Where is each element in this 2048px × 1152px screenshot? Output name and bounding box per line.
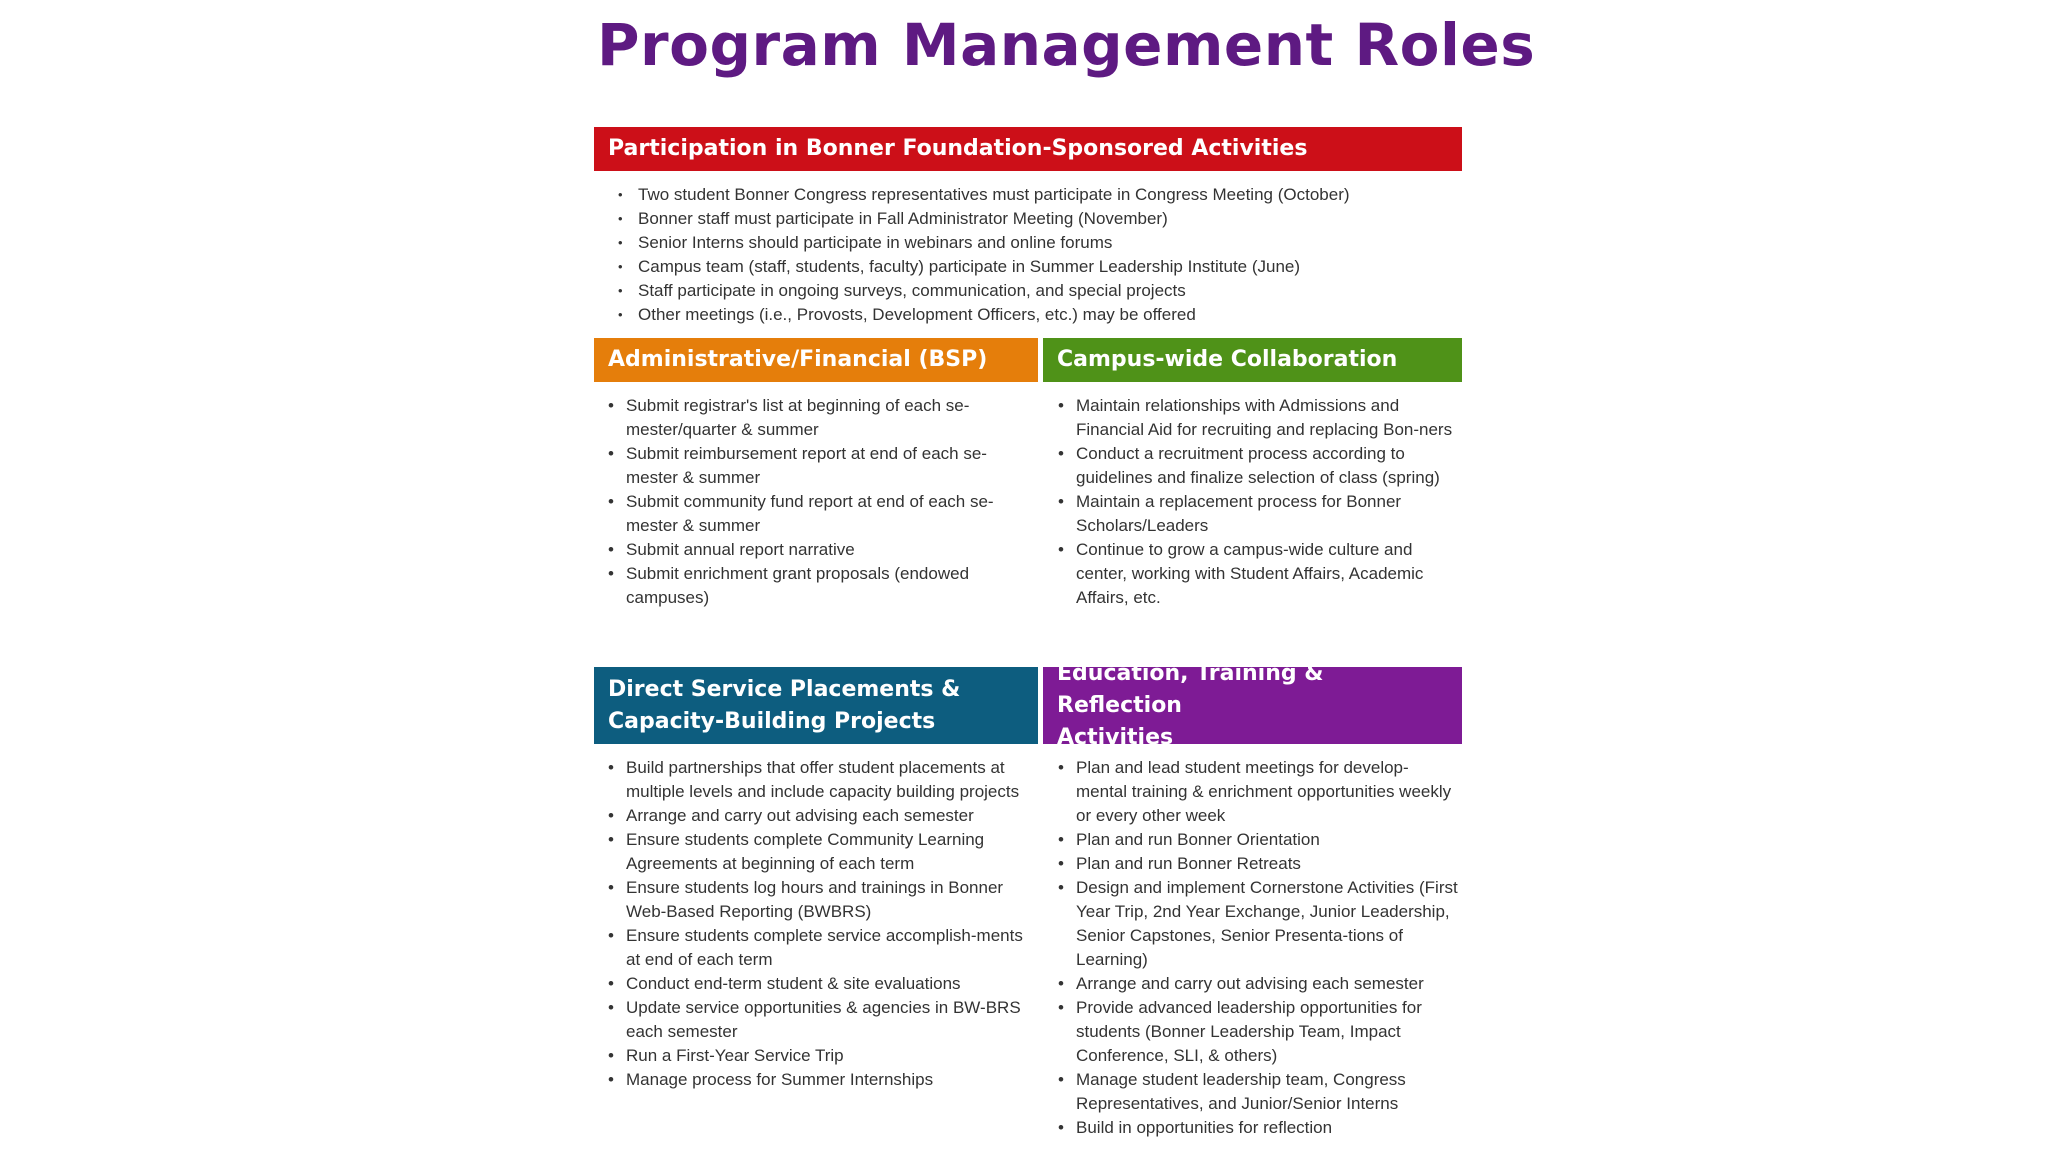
bullet-icon: • [1058,1118,1064,1137]
bullet-icon: • [1058,974,1064,993]
list-item: • Arrange and carry out advising each semester [608,804,1036,828]
education-heading-line1: Education, Training & Reflection [1057,660,1324,718]
bullet-icon: • [608,1070,614,1089]
bullet-icon: • [608,444,614,463]
bullet-icon: • [608,492,614,511]
list-item: • Provide advanced leadership opportunities for students (Bonner Leadership Team, Impact Conference, SLI, & others) [1058,998,1422,1065]
bullet-icon: • [608,540,614,559]
list-item: • Bonner staff must participate in Fall Administrator Meeting (November) [608,207,1458,231]
bullet-icon: • [608,396,614,415]
list-item: • Plan and lead student meetings for develop-mental training & enrichment opportunities weekly or every other week [1058,758,1452,825]
list-item: • Build in opportunities for reflection [1058,1116,1458,1140]
list-item: • Maintain relationships with Admissions and Financial Aid for recruiting and replacing Bon-ners [1058,396,1453,439]
bullet-icon: • [608,1046,614,1065]
bullet-icon: • [618,235,623,250]
bullet-icon: • [1058,1070,1064,1089]
bullet-icon: • [608,998,614,1017]
bullet-icon: • [1058,998,1064,1017]
education-list [1058,756,1458,1140]
direct-service-list [608,756,1036,1092]
bullet-icon: • [618,211,623,226]
bullet-icon: • [1058,830,1064,849]
participation-heading: Participation in Bonner Foundation-Sponsored Activities [608,136,1308,161]
bullet-icon: • [608,878,614,897]
participation-header [594,127,1462,171]
list-item: • Staff participate in ongoing surveys, communication, and special projects [608,279,1458,303]
bullet-icon: • [618,259,623,274]
list-item: • Ensure students complete Community Learning Agreements at beginning of each term [608,830,985,873]
bullet-icon: • [618,187,623,202]
list-item: • Manage student leadership team, Congress Representatives, and Junior/Senior Interns [1058,1070,1406,1113]
list-item: • Build partnerships that offer student placements at multiple levels and include capacity building projects [608,758,1020,801]
list-item: • Submit registrar's list at beginning of each se-mester/quarter & summer [608,396,970,439]
campus-header [1043,338,1462,382]
bullet-icon: • [1058,492,1064,511]
participation-list [608,183,1458,327]
list-item: • Submit enrichment grant proposals (endowed campuses) [608,564,970,607]
list-item: • Maintain a replacement process for Bonner Scholars/Leaders [1058,492,1402,535]
list-item: • Senior Interns should participate in webinars and online forums [608,231,1458,255]
bullet-icon: • [608,758,614,777]
bullet-icon: • [608,564,614,583]
bullet-icon: • [1058,758,1064,777]
list-item: • Manage process for Summer Internships [608,1068,1036,1092]
list-item: • Submit annual report narrative [608,538,1028,562]
bullet-icon: • [608,830,614,849]
list-item: • Update service opportunities & agencies in BW-BRS each semester [608,998,1021,1041]
list-item: • Plan and run Bonner Retreats [1058,852,1458,876]
bullet-icon: • [1058,396,1064,415]
administrative-header [594,338,1038,382]
administrative-heading: Administrative/Financial (BSP) [608,347,988,372]
campus-heading: Campus-wide Collaboration [1057,347,1398,372]
bullet-icon: • [1058,540,1064,559]
direct-service-heading-line2: Capacity-Building Projects [608,708,936,734]
list-item: • Other meetings (i.e., Provosts, Development Officers, etc.) may be offered [608,303,1458,327]
bullet-icon: • [1058,878,1064,897]
bullet-icon: • [608,926,614,945]
list-item: • Conduct end-term student & site evaluations [608,972,1036,996]
list-item: • Submit reimbursement report at end of each se-mester & summer [608,444,987,487]
list-item: • Submit community fund report at end of each se-mester & summer [608,492,994,535]
bullet-icon: • [608,806,614,825]
bullet-icon: • [618,307,623,322]
campus-list [1058,394,1456,610]
administrative-list [608,394,1028,610]
list-item: • Arrange and carry out advising each semester [1058,972,1458,996]
list-item: • Run a First-Year Service Trip [608,1044,1036,1068]
list-item: • Plan and run Bonner Orientation [1058,828,1458,852]
direct-service-header [594,667,1038,744]
bullet-icon: • [1058,854,1064,873]
list-item: • Continue to grow a campus-wide culture and center, working with Student Affairs, Academic Affairs, etc. [1058,540,1424,607]
direct-service-heading-line1: Direct Service Placements & [608,676,961,702]
list-item: • Design and implement Cornerstone Activities (First Year Trip, 2nd Year Exchange, Junior Leadership, Senior Capstones, Senior Presenta-tions of Learning) [1058,878,1458,969]
list-item: • Campus team (staff, students, faculty) participate in Summer Leadership Institute (June) [608,255,1458,279]
education-heading-line2: Activities [1057,724,1174,750]
list-item: • Two student Bonner Congress representatives must participate in Congress Meeting (October) [608,183,1458,207]
education-header [1043,660,1462,750]
list-item: • Conduct a recruitment process according to guidelines and finalize selection of class (spring) [1058,444,1440,487]
bullet-icon: • [1058,444,1064,463]
bullet-icon: • [608,974,614,993]
bullet-icon: • [618,283,623,298]
list-item: • Ensure students complete service accomplish-ments at end of each term [608,926,1023,969]
page-title: Program Management Roles [597,11,1536,79]
list-item: • Ensure students log hours and trainings in Bonner Web-Based Reporting (BWBRS) [608,878,1004,921]
